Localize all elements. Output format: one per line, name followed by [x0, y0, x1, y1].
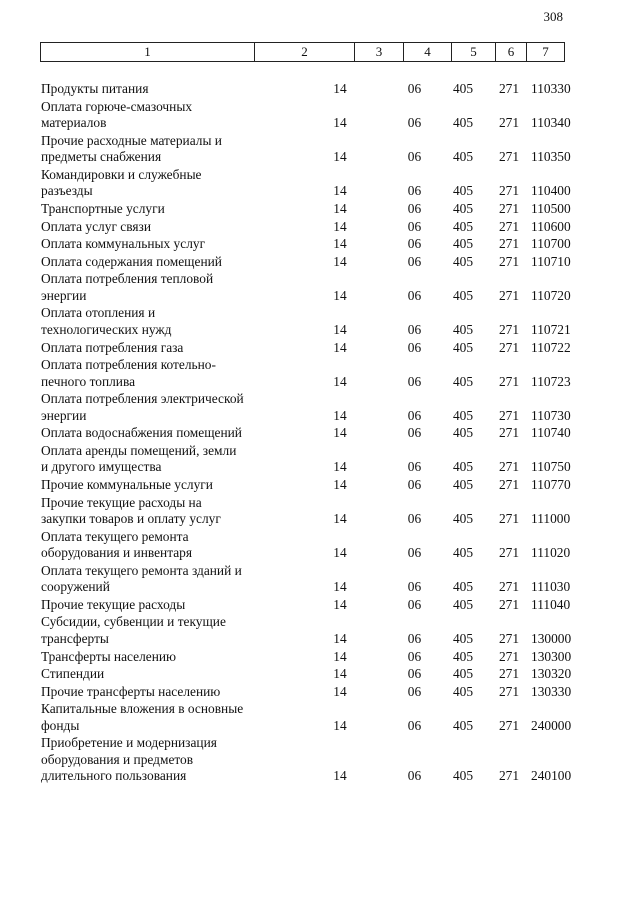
expense-type-code: 271 — [498, 477, 520, 492]
expense-name-line: Командировки и служебные — [41, 166, 202, 182]
expense-type-code: 271 — [498, 321, 520, 337]
expense-type-code: 271 — [498, 579, 520, 595]
target-code: 405 — [452, 149, 474, 165]
expense-name-line: Капитальные вложения в основные — [41, 701, 244, 717]
expense-name-line: Оплата текущего ремонта — [41, 528, 189, 544]
expense-name — [40, 596, 290, 614]
table-row — [40, 98, 564, 132]
economic-code: 130000 — [531, 630, 572, 646]
section-code: 14 — [333, 768, 347, 784]
section-code: 14 — [333, 149, 347, 165]
subsection-code: 06 — [407, 648, 422, 664]
target-code: 405 — [452, 648, 474, 664]
expense-type-code: 271 — [498, 339, 520, 355]
expense-name — [40, 528, 290, 562]
expense-type-code: 271 — [498, 459, 520, 475]
budget-table — [40, 80, 572, 785]
expense-type-code: 271 — [498, 683, 520, 699]
expense-name — [40, 166, 290, 200]
target-code: 405 — [452, 425, 474, 441]
target-code: 405 — [452, 287, 474, 303]
expense-name-line: Оплата водоснабжения помещений — [41, 425, 242, 441]
column-number: 4 — [404, 43, 452, 62]
expense-name — [40, 253, 290, 271]
subsection-code: 06 — [407, 683, 422, 699]
target-code: 405 — [452, 511, 474, 527]
economic-code: 110740 — [531, 425, 571, 441]
section-code: 14 — [333, 666, 347, 682]
subsection-code: 06 — [407, 183, 422, 199]
economic-code: 110722 — [531, 339, 571, 355]
target-code: 405 — [452, 218, 474, 234]
expense-name — [40, 683, 290, 701]
economic-code: 110770 — [531, 477, 571, 492]
expense-name — [40, 700, 290, 734]
economic-code: 111000 — [531, 511, 571, 527]
subsection-code: 06 — [407, 459, 422, 475]
target-code: 405 — [452, 253, 474, 269]
expense-name — [40, 338, 290, 356]
section-code: 14 — [333, 630, 347, 646]
expense-name-line: Оплата услуг связи — [41, 218, 151, 234]
subsection-code: 06 — [407, 321, 422, 337]
expense-name-line: Оплата потребления электрической — [41, 391, 244, 407]
subsection-code: 06 — [407, 339, 422, 355]
economic-code: 240100 — [531, 768, 572, 784]
table-row — [40, 700, 564, 734]
expense-type-code: 271 — [498, 666, 520, 682]
economic-code: 110330 — [531, 81, 571, 97]
section-code: 14 — [333, 425, 347, 441]
table-row — [40, 217, 564, 235]
section-code: 14 — [333, 477, 347, 492]
table-body — [40, 80, 572, 785]
expense-type-code: 271 — [498, 768, 520, 784]
subsection-code: 06 — [407, 115, 422, 131]
expense-name — [40, 424, 290, 442]
section-code: 14 — [333, 596, 347, 612]
expense-name — [40, 80, 290, 98]
table-row — [40, 356, 564, 390]
expense-name — [40, 98, 290, 132]
expense-type-code: 271 — [498, 236, 520, 252]
section-code: 14 — [333, 287, 347, 303]
expense-name — [40, 304, 290, 338]
expense-name-line: Субсидии, субвенции и текущие — [41, 614, 226, 630]
expense-type-code: 271 — [498, 115, 520, 131]
table-row — [40, 166, 564, 200]
column-number: 2 — [255, 43, 355, 62]
expense-name-line: Оплата содержания помещений — [41, 253, 222, 269]
expense-name-line: Прочие расходные материалы и — [41, 132, 222, 148]
expense-name-line: Оплата потребления газа — [41, 339, 184, 355]
table-row — [40, 390, 564, 424]
economic-code: 130300 — [531, 648, 572, 664]
section-code: 14 — [333, 717, 347, 733]
section-code: 14 — [333, 236, 347, 252]
expense-name — [40, 562, 290, 596]
expense-type-code: 271 — [498, 287, 520, 303]
table-row — [40, 132, 564, 166]
table-header — [40, 42, 565, 62]
economic-code: 130330 — [531, 683, 572, 699]
expense-name-line: Транспортные услуги — [41, 200, 165, 216]
column-number: 5 — [452, 43, 496, 62]
table-row — [40, 253, 564, 271]
target-code: 405 — [452, 115, 474, 131]
target-code: 405 — [452, 630, 474, 646]
section-code: 14 — [333, 183, 347, 199]
table-row — [40, 613, 564, 647]
economic-code: 110750 — [531, 459, 571, 475]
section-code: 14 — [333, 579, 347, 595]
subsection-code: 06 — [407, 81, 422, 97]
expense-name-line: оборудования и предметов — [41, 751, 194, 767]
subsection-code: 06 — [407, 236, 422, 252]
target-code: 405 — [452, 236, 474, 252]
target-code: 405 — [452, 321, 474, 337]
expense-name-line: Оплата отопления и — [41, 305, 156, 321]
section-code: 14 — [333, 511, 347, 527]
expense-type-code: 271 — [498, 218, 520, 234]
subsection-code: 06 — [407, 768, 422, 784]
target-code: 405 — [452, 596, 474, 612]
expense-name-line: Оплата текущего ремонта зданий и — [41, 562, 242, 578]
table-row — [40, 304, 564, 338]
section-code: 14 — [333, 218, 347, 234]
expense-name-line: Прочие текущие расходы — [41, 596, 186, 612]
expense-type-code: 271 — [498, 545, 520, 561]
target-code: 405 — [452, 477, 474, 492]
expense-type-code: 271 — [498, 200, 520, 216]
economic-code: 110350 — [531, 149, 571, 165]
expense-name — [40, 665, 290, 683]
expense-name — [40, 734, 290, 785]
table-row — [40, 442, 564, 476]
column-number-row — [41, 43, 565, 62]
subsection-code: 06 — [407, 579, 422, 595]
expense-type-code: 271 — [498, 596, 520, 612]
expense-type-code: 271 — [498, 253, 520, 269]
target-code: 405 — [452, 339, 474, 355]
section-code: 14 — [333, 253, 347, 269]
target-code: 405 — [452, 717, 474, 733]
subsection-code: 06 — [407, 149, 422, 165]
expense-name — [40, 442, 290, 476]
expense-name-line: энергии — [41, 407, 87, 423]
target-code: 405 — [452, 373, 474, 389]
page-number: 308 — [543, 9, 563, 24]
target-code: 405 — [452, 200, 474, 216]
expense-name-line: печного топлива — [41, 373, 136, 389]
target-code: 405 — [452, 666, 474, 682]
expense-name — [40, 235, 290, 253]
section-code: 14 — [333, 683, 347, 699]
expense-name — [40, 200, 290, 218]
expense-name-line: Оплата аренды помещений, земли — [41, 442, 237, 458]
expense-name-line: предметы снабжения — [41, 149, 162, 165]
subsection-code: 06 — [407, 218, 422, 234]
expense-name-line: фонды — [41, 717, 80, 733]
section-code: 14 — [333, 321, 347, 337]
target-code: 405 — [452, 545, 474, 561]
table-row — [40, 424, 564, 442]
expense-name-line: материалов — [41, 115, 107, 131]
expense-name-line: Стипендии — [41, 666, 105, 682]
table-row — [40, 528, 564, 562]
expense-name-line: длительного пользования — [41, 768, 187, 784]
target-code: 405 — [452, 768, 474, 784]
subsection-code: 06 — [407, 425, 422, 441]
subsection-code: 06 — [407, 373, 422, 389]
subsection-code: 06 — [407, 666, 422, 682]
expense-name-line: Оплата коммунальных услуг — [41, 236, 206, 252]
expense-type-code: 271 — [498, 425, 520, 441]
expense-name — [40, 476, 290, 494]
target-code: 405 — [452, 183, 474, 199]
subsection-code: 06 — [407, 511, 422, 527]
expense-name-line: и другого имущества — [41, 459, 162, 475]
target-code: 405 — [452, 459, 474, 475]
expense-name — [40, 132, 290, 166]
expense-type-code: 271 — [498, 511, 520, 527]
expense-name — [40, 613, 290, 647]
expense-name — [40, 270, 290, 304]
table-row — [40, 596, 564, 614]
economic-code: 110700 — [531, 236, 571, 252]
economic-code: 130320 — [531, 666, 572, 682]
table-row — [40, 683, 564, 701]
economic-code: 110400 — [531, 183, 571, 199]
table-row — [40, 235, 564, 253]
economic-code: 110340 — [531, 115, 571, 131]
target-code: 405 — [452, 81, 474, 97]
table-row — [40, 665, 564, 683]
subsection-code: 06 — [407, 630, 422, 646]
section-code: 14 — [333, 648, 347, 664]
table-row — [40, 562, 564, 596]
table-row — [40, 200, 564, 218]
economic-code: 110500 — [531, 200, 571, 216]
economic-code: 240000 — [531, 717, 572, 733]
expense-name-line: разъезды — [41, 183, 93, 199]
column-number: 7 — [527, 43, 565, 62]
expense-name-line: Трансферты населению — [41, 648, 177, 664]
expense-name-line: сооружений — [41, 579, 110, 595]
expense-type-code: 271 — [498, 407, 520, 423]
economic-code: 111030 — [531, 579, 571, 595]
section-code: 14 — [333, 339, 347, 355]
expense-name-line: Прочие коммунальные услуги — [41, 477, 213, 492]
section-code: 14 — [333, 115, 347, 131]
column-number: 1 — [41, 43, 255, 62]
column-number: 3 — [355, 43, 404, 62]
expense-type-code: 271 — [498, 81, 520, 97]
table-row — [40, 338, 564, 356]
expense-type-code: 271 — [498, 717, 520, 733]
table-row — [40, 270, 564, 304]
expense-name — [40, 217, 290, 235]
column-number: 6 — [496, 43, 527, 62]
expense-name — [40, 356, 290, 390]
target-code: 405 — [452, 683, 474, 699]
economic-code: 110723 — [531, 373, 571, 389]
target-code: 405 — [452, 579, 474, 595]
expense-type-code: 271 — [498, 183, 520, 199]
subsection-code: 06 — [407, 545, 422, 561]
expense-name-line: Оплата потребления тепловой — [41, 271, 214, 287]
subsection-code: 06 — [407, 596, 422, 612]
expense-name — [40, 390, 290, 424]
expense-type-code: 271 — [498, 648, 520, 664]
expense-name-line: закупки товаров и оплату услуг — [41, 511, 221, 527]
economic-code: 110730 — [531, 407, 571, 423]
expense-name — [40, 647, 290, 665]
expense-type-code: 271 — [498, 630, 520, 646]
expense-type-code: 271 — [498, 149, 520, 165]
expense-name-line: Оплата горюче-смазочных — [41, 98, 193, 114]
expense-name-line: Прочие трансферты населению — [41, 683, 221, 699]
economic-code: 111020 — [531, 545, 571, 561]
expense-name — [40, 494, 290, 528]
expense-name-line: энергии — [41, 287, 87, 303]
subsection-code: 06 — [407, 287, 422, 303]
expense-name-line: Прочие текущие расходы на — [41, 494, 202, 510]
economic-code: 110721 — [531, 321, 571, 337]
subsection-code: 06 — [407, 253, 422, 269]
target-code: 405 — [452, 407, 474, 423]
table-row — [40, 647, 564, 665]
economic-code: 110600 — [531, 218, 571, 234]
table-row — [40, 494, 564, 528]
section-code: 14 — [333, 459, 347, 475]
expense-name-line: Продукты питания — [41, 81, 149, 97]
section-code: 14 — [333, 81, 347, 97]
economic-code: 110720 — [531, 287, 571, 303]
expense-type-code: 271 — [498, 373, 520, 389]
expense-name-line: оборудования и инвентаря — [41, 545, 193, 561]
subsection-code: 06 — [407, 200, 422, 216]
section-code: 14 — [333, 200, 347, 216]
table-row — [40, 734, 564, 785]
expense-name-line: технологических нужд — [41, 321, 172, 337]
expense-name-line: Оплата потребления котельно- — [41, 357, 216, 373]
section-code: 14 — [333, 545, 347, 561]
subsection-code: 06 — [407, 407, 422, 423]
economic-code: 111040 — [531, 596, 571, 612]
section-code: 14 — [333, 373, 347, 389]
expense-name-line: трансферты — [41, 630, 109, 646]
table-row — [40, 476, 564, 494]
table-row — [40, 80, 564, 98]
economic-code: 110710 — [531, 253, 571, 269]
section-code: 14 — [333, 407, 347, 423]
subsection-code: 06 — [407, 477, 422, 492]
expense-name-line: Приобретение и модернизация — [41, 735, 217, 751]
subsection-code: 06 — [407, 717, 422, 733]
